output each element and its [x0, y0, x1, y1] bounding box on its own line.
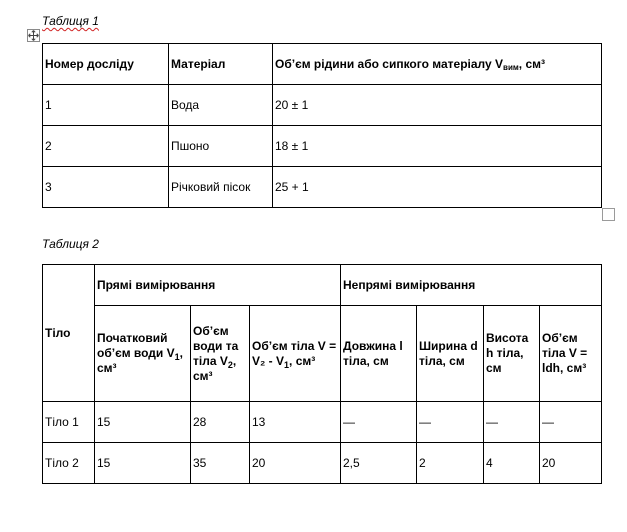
table1-header-number: Номер досліду	[43, 44, 169, 85]
table2-cell-v1: 15	[95, 443, 191, 484]
table2-cell-width: 2	[417, 443, 484, 484]
table2-header-v2: Об’єм води та тіла $V_2$, см³	[191, 306, 250, 402]
table-row	[43, 402, 602, 443]
table1-header-row	[43, 44, 602, 85]
table1-cell-material: Вода	[169, 85, 273, 126]
table-move-handle-icon[interactable]	[27, 29, 40, 42]
table2-cell-vcalc: 20	[540, 443, 602, 484]
table2-cell-length: 2,5	[341, 443, 417, 484]
table1-caption: Таблиця 1	[42, 14, 99, 28]
table1-cell-material: Пшоно	[169, 126, 273, 167]
table2-cell-height: —	[484, 402, 540, 443]
table2-cell-body: Тіло 2	[43, 443, 95, 484]
table2-cell-height: 4	[484, 443, 540, 484]
table2-cell-v2: 28	[191, 402, 250, 443]
table1-cell-volume: 20 ± 1	[273, 85, 602, 126]
table2-header-body: Тіло	[43, 265, 95, 402]
table2-header-direct: Прямі вимірювання	[95, 265, 341, 306]
table2-cell-v2: 35	[191, 443, 250, 484]
table2-cell-length: —	[341, 402, 417, 443]
table2-cell-v: 13	[250, 402, 341, 443]
table2-caption: Таблиця 2	[42, 237, 99, 251]
table2-group-row	[43, 265, 602, 306]
table2	[42, 264, 602, 484]
table2-header-v1: Початковий об’єм води $V_1$, см³	[95, 306, 191, 402]
table2-header-indirect: Непрямі вимірювання	[341, 265, 602, 306]
table-resize-handle-icon[interactable]	[602, 208, 615, 221]
table1	[42, 43, 602, 208]
table2-subheader-row	[43, 306, 602, 402]
table2-header-height: Висота h тіла, см	[484, 306, 540, 402]
table1-cell-volume: 18 ± 1	[273, 126, 602, 167]
table-row	[43, 443, 602, 484]
table1-cell-number: 1	[43, 85, 169, 126]
table2-header-vcalc: Об’єм тіла V = ldh, см³	[540, 306, 602, 402]
table2-header-v: Об’єм тіла $V = V_2 - V_1$, см³	[250, 306, 341, 402]
table1-cell-number: 2	[43, 126, 169, 167]
table1-header-material: Матеріал	[169, 44, 273, 85]
table-row	[43, 167, 602, 208]
table2-header-width: Ширина d тіла, см	[417, 306, 484, 402]
table1-cell-number: 3	[43, 167, 169, 208]
table2-cell-vcalc: —	[540, 402, 602, 443]
table2-cell-width: —	[417, 402, 484, 443]
table2-header-length: Довжина l тіла, см	[341, 306, 417, 402]
table2-cell-v: 20	[250, 443, 341, 484]
table-row	[43, 126, 602, 167]
table1-cell-volume: 25 + 1	[273, 167, 602, 208]
table1-cell-material: Річковий пісок	[169, 167, 273, 208]
table-row	[43, 85, 602, 126]
table1-header-volume: Об’єм рідини або сипкого матеріалу Vвим, см³	[273, 44, 602, 85]
table2-cell-body: Тіло 1	[43, 402, 95, 443]
table2-cell-v1: 15	[95, 402, 191, 443]
